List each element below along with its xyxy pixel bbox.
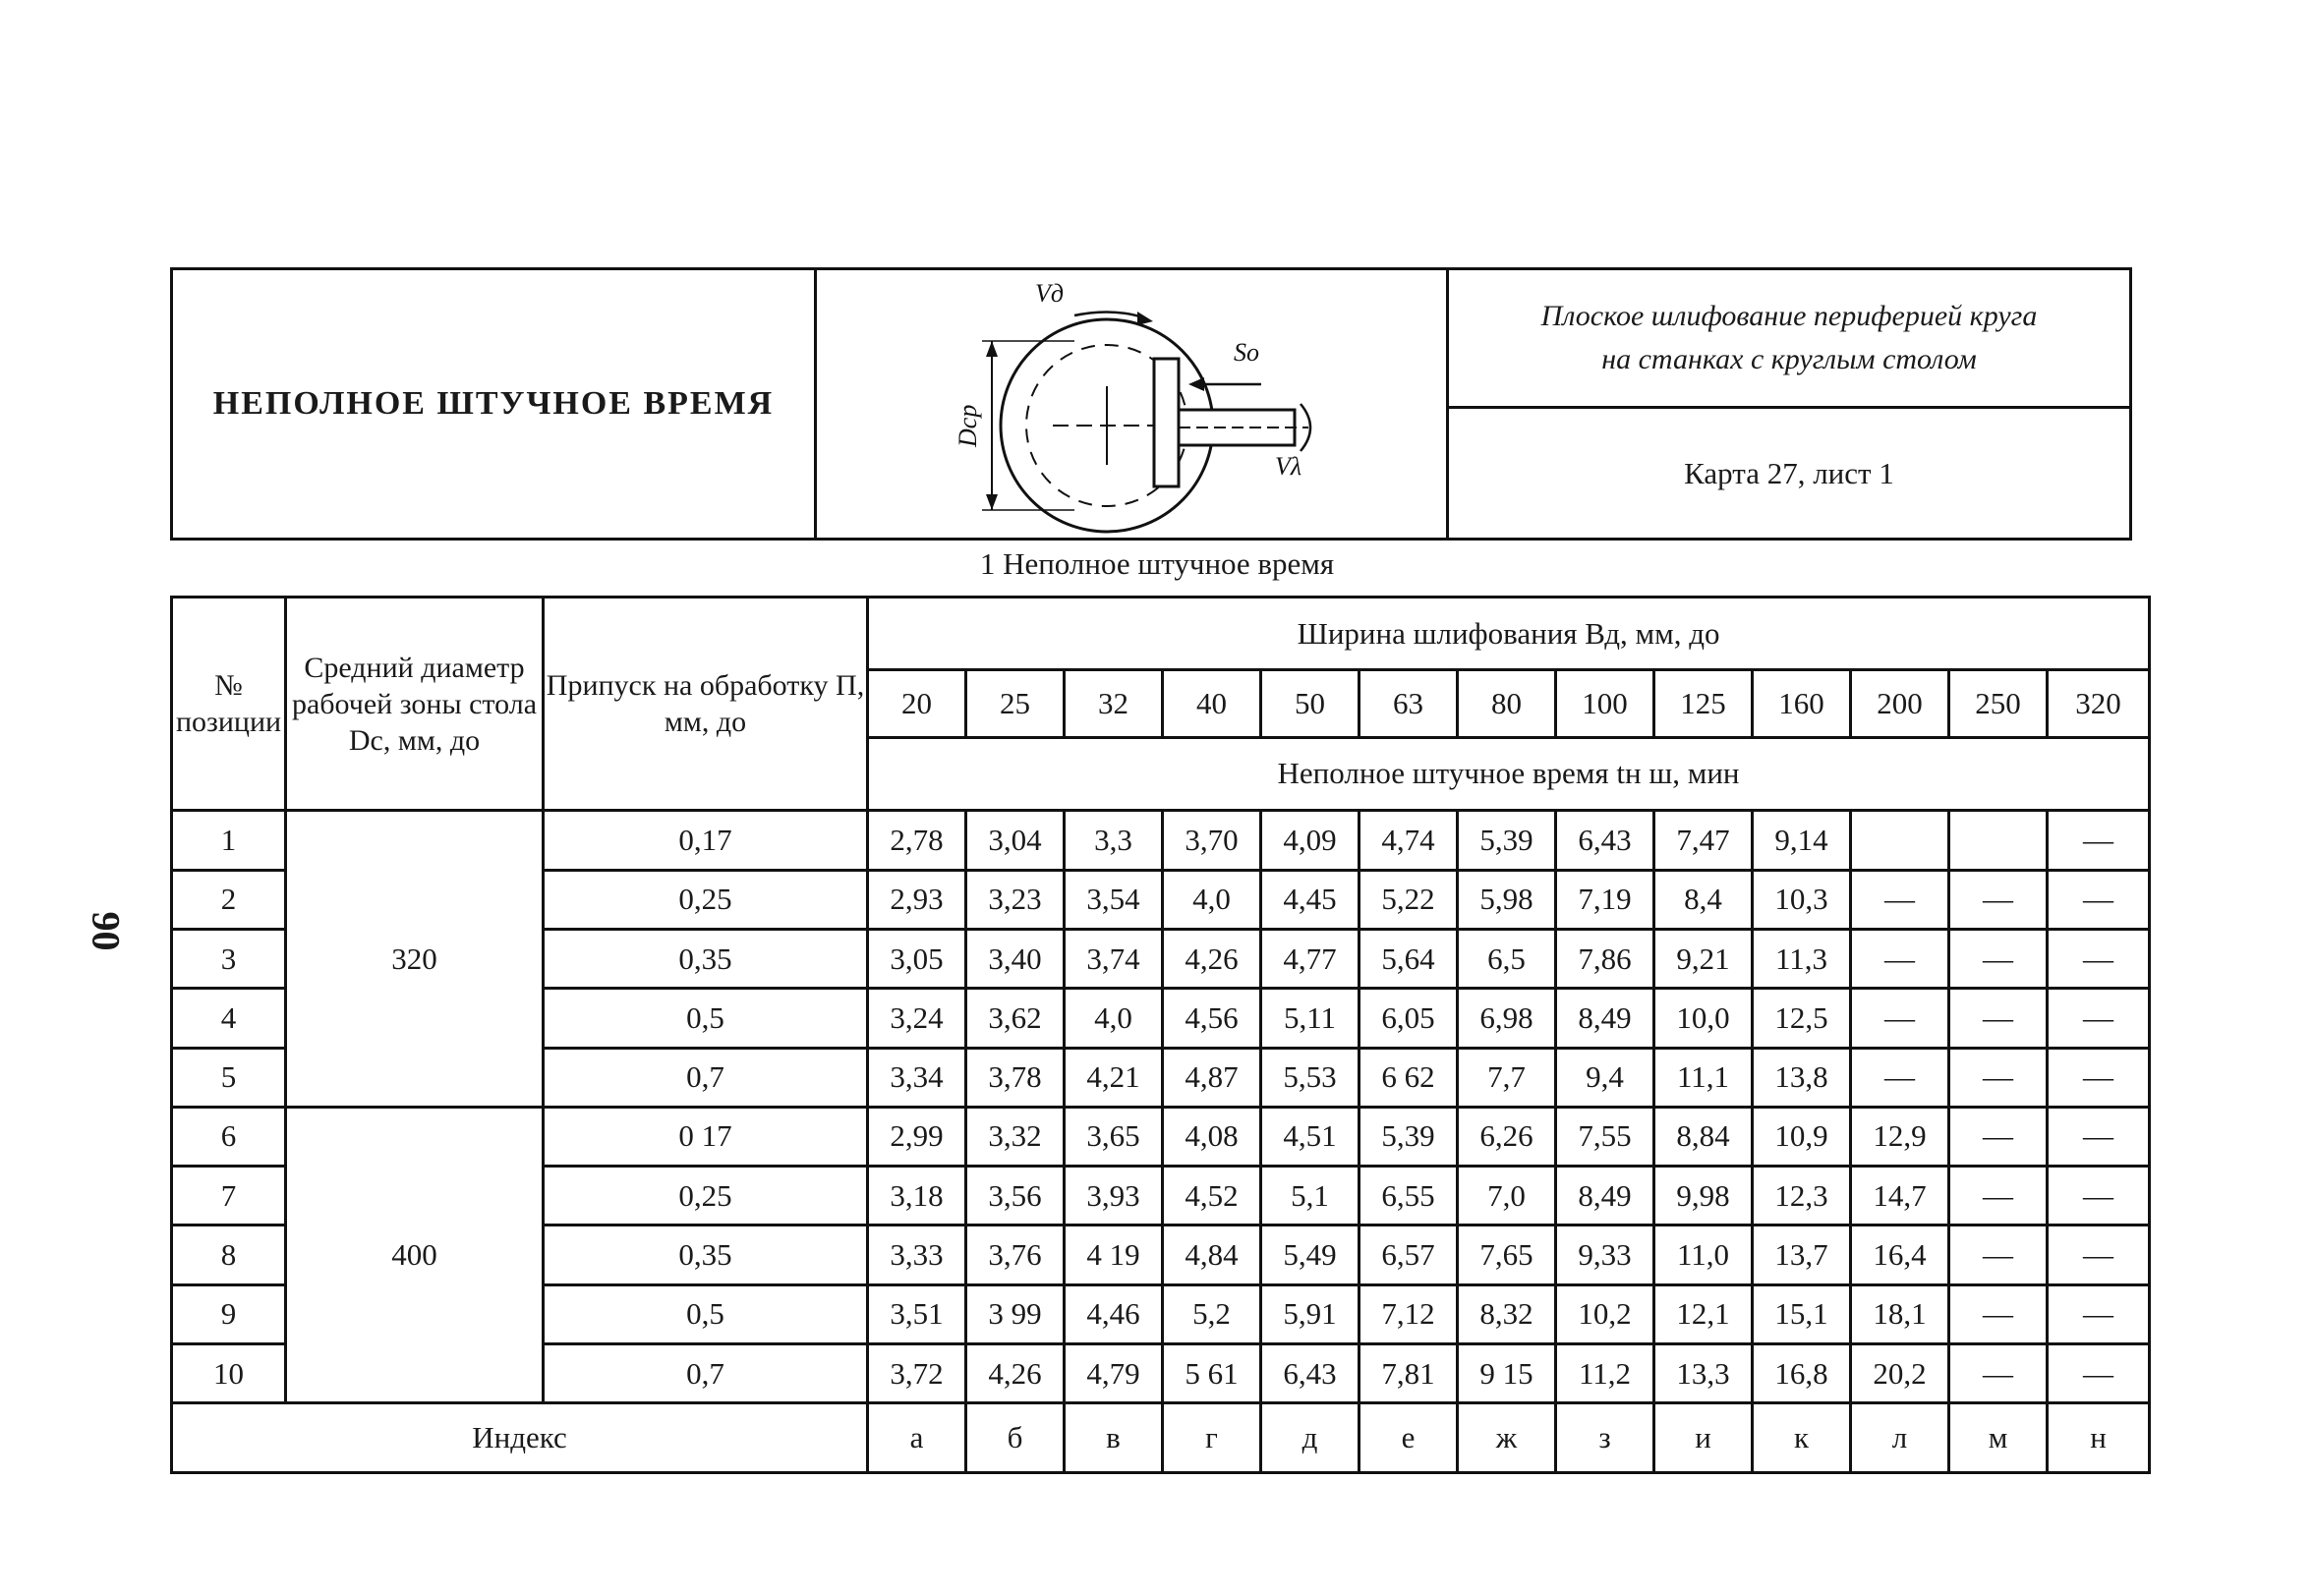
allowance-cell: 0,5 xyxy=(544,1284,868,1343)
time-value-cell: 13,7 xyxy=(1753,1226,1851,1284)
card-header xyxy=(170,267,2132,541)
allowance-cell: 0,35 xyxy=(544,929,868,988)
position-cell: 1 xyxy=(172,811,286,870)
time-value-cell: 6 62 xyxy=(1359,1048,1458,1107)
col-header-time-group: Неполное штучное время tн ш, мин xyxy=(868,737,2150,810)
index-letter-cell: к xyxy=(1753,1403,1851,1473)
index-letter-cell: и xyxy=(1654,1403,1753,1473)
col-header-position: № позиции xyxy=(172,598,286,811)
index-letter-cell: г xyxy=(1163,1403,1261,1473)
time-table xyxy=(170,596,2151,1474)
position-cell: 6 xyxy=(172,1107,286,1166)
time-value-cell: 3,40 xyxy=(966,929,1065,988)
index-letter-cell: д xyxy=(1261,1403,1359,1473)
time-value-cell: 3,34 xyxy=(868,1048,966,1107)
time-value-cell: 4,46 xyxy=(1065,1284,1163,1343)
time-value-cell: 3,51 xyxy=(868,1284,966,1343)
allowance-cell: 0,35 xyxy=(544,1226,868,1284)
time-value-cell: 3,04 xyxy=(966,811,1065,870)
time-value-cell: 7,81 xyxy=(1359,1344,1458,1403)
time-value-cell: 5,22 xyxy=(1359,870,1458,929)
time-value-cell: 12,9 xyxy=(1851,1107,1949,1166)
time-value-cell: 10,9 xyxy=(1753,1107,1851,1166)
time-value-cell: 5,91 xyxy=(1261,1284,1359,1343)
diameter-cell: 320 xyxy=(286,811,544,1108)
position-cell: 9 xyxy=(172,1284,286,1343)
index-letter-cell: в xyxy=(1065,1403,1163,1473)
time-value-cell: — xyxy=(2048,1284,2150,1343)
operation-block xyxy=(1449,270,2129,538)
time-value-cell: 5,1 xyxy=(1261,1167,1359,1226)
allowance-cell: 0,25 xyxy=(544,870,868,929)
operation-line-2: на станках с круглым столом xyxy=(1601,343,1977,375)
time-value-cell: 4,52 xyxy=(1163,1167,1261,1226)
time-value-cell: 2,93 xyxy=(868,870,966,929)
time-value-cell: 15,1 xyxy=(1753,1284,1851,1343)
grinding-schematic-icon xyxy=(817,270,1446,538)
time-value-cell: — xyxy=(1949,1344,2048,1403)
time-value-cell: 9,33 xyxy=(1556,1226,1654,1284)
time-value-cell: 7,12 xyxy=(1359,1284,1458,1343)
time-value-cell: 3,65 xyxy=(1065,1107,1163,1166)
label-dc: Dср xyxy=(954,404,982,447)
time-value-cell: 3,18 xyxy=(868,1167,966,1226)
time-value-cell: 9 15 xyxy=(1458,1344,1556,1403)
time-value-cell: 13,3 xyxy=(1654,1344,1753,1403)
time-value-cell: 3,93 xyxy=(1065,1167,1163,1226)
index-row xyxy=(172,1403,2150,1473)
table-row xyxy=(172,811,2150,870)
time-value-cell: 6,55 xyxy=(1359,1167,1458,1226)
time-value-cell: 8,32 xyxy=(1458,1284,1556,1343)
col-header-width-group: Ширина шлифования Вд, мм, до xyxy=(868,598,2150,670)
width-header-cell: 40 xyxy=(1163,670,1261,737)
allowance-cell: 0,25 xyxy=(544,1167,868,1226)
allowance-cell: 0,7 xyxy=(544,1048,868,1107)
index-label: Индекс xyxy=(172,1403,868,1473)
position-cell: 4 xyxy=(172,989,286,1048)
width-header-cell: 100 xyxy=(1556,670,1654,737)
time-value-cell: — xyxy=(1949,989,2048,1048)
position-cell: 10 xyxy=(172,1344,286,1403)
table-row xyxy=(172,1107,2150,1166)
time-value-cell: 7,47 xyxy=(1654,811,1753,870)
width-header-cell: 32 xyxy=(1065,670,1163,737)
time-value-cell: 4,26 xyxy=(1163,929,1261,988)
index-letter-cell: л xyxy=(1851,1403,1949,1473)
index-letter-cell: н xyxy=(2048,1403,2150,1473)
time-value-cell: 5,11 xyxy=(1261,989,1359,1048)
time-value-cell: 6,43 xyxy=(1261,1344,1359,1403)
time-value-cell: 6,98 xyxy=(1458,989,1556,1048)
time-value-cell: 8,84 xyxy=(1654,1107,1753,1166)
time-value-cell xyxy=(1851,811,1949,870)
page-number: 90 xyxy=(84,911,129,951)
card-number: Карта 27, лист 1 xyxy=(1684,455,1894,490)
time-value-cell: 5 61 xyxy=(1163,1344,1261,1403)
position-cell: 7 xyxy=(172,1167,286,1226)
time-value-cell: — xyxy=(1851,929,1949,988)
time-value-cell: 4,74 xyxy=(1359,811,1458,870)
time-value-cell: — xyxy=(2048,929,2150,988)
label-vd: Vд xyxy=(1035,279,1065,308)
time-value-cell: 3,24 xyxy=(868,989,966,1048)
time-value-cell xyxy=(1949,811,2048,870)
position-cell: 5 xyxy=(172,1048,286,1107)
width-header-cell: 25 xyxy=(966,670,1065,737)
time-value-cell: 5,39 xyxy=(1458,811,1556,870)
time-value-cell: 4 19 xyxy=(1065,1226,1163,1284)
time-value-cell: 3,70 xyxy=(1163,811,1261,870)
time-value-cell: 3,78 xyxy=(966,1048,1065,1107)
time-value-cell: 3,33 xyxy=(868,1226,966,1284)
time-value-cell: 7,55 xyxy=(1556,1107,1654,1166)
width-header-cell: 160 xyxy=(1753,670,1851,737)
index-letter-cell: б xyxy=(966,1403,1065,1473)
time-value-cell: — xyxy=(1949,1284,2048,1343)
time-value-cell: — xyxy=(1851,989,1949,1048)
time-value-cell: 3 99 xyxy=(966,1284,1065,1343)
width-header-cell: 80 xyxy=(1458,670,1556,737)
time-value-cell: 5,49 xyxy=(1261,1226,1359,1284)
col-header-allowance: Припуск на обработку П, мм, до xyxy=(544,598,868,811)
time-value-cell: 11,3 xyxy=(1753,929,1851,988)
allowance-cell: 0,7 xyxy=(544,1344,868,1403)
width-header-cell: 250 xyxy=(1949,670,2048,737)
allowance-cell: 0 17 xyxy=(544,1107,868,1166)
time-value-cell: 4,0 xyxy=(1163,870,1261,929)
time-value-cell: 7,0 xyxy=(1458,1167,1556,1226)
time-value-cell: 8,49 xyxy=(1556,1167,1654,1226)
width-header-cell: 50 xyxy=(1261,670,1359,737)
time-value-cell: 7,7 xyxy=(1458,1048,1556,1107)
time-value-cell: 4,45 xyxy=(1261,870,1359,929)
time-value-cell: — xyxy=(1851,1048,1949,1107)
time-value-cell: 4,77 xyxy=(1261,929,1359,988)
time-value-cell: 6,05 xyxy=(1359,989,1458,1048)
time-value-cell: 4,0 xyxy=(1065,989,1163,1048)
time-value-cell: — xyxy=(2048,989,2150,1048)
time-value-cell: 9,98 xyxy=(1654,1167,1753,1226)
time-value-cell: 3,76 xyxy=(966,1226,1065,1284)
time-value-cell: 5,2 xyxy=(1163,1284,1261,1343)
time-value-cell: 5,39 xyxy=(1359,1107,1458,1166)
time-value-cell: 4,87 xyxy=(1163,1048,1261,1107)
time-value-cell: 7,86 xyxy=(1556,929,1654,988)
time-value-cell: 11,1 xyxy=(1654,1048,1753,1107)
time-value-cell: 12,5 xyxy=(1753,989,1851,1048)
time-value-cell: 4,79 xyxy=(1065,1344,1163,1403)
time-value-cell: 5,64 xyxy=(1359,929,1458,988)
time-value-cell: — xyxy=(2048,1167,2150,1226)
time-value-cell: 10,0 xyxy=(1654,989,1753,1048)
time-value-cell: — xyxy=(1949,1048,2048,1107)
time-value-cell: 16,4 xyxy=(1851,1226,1949,1284)
card-title: НЕПОЛНОЕ ШТУЧНОЕ ВРЕМЯ xyxy=(173,270,817,538)
time-value-cell: 4,21 xyxy=(1065,1048,1163,1107)
index-letter-cell: м xyxy=(1949,1403,2048,1473)
time-value-cell: — xyxy=(2048,811,2150,870)
time-value-cell: 2,99 xyxy=(868,1107,966,1166)
time-value-cell: 7,65 xyxy=(1458,1226,1556,1284)
time-value-cell: 12,3 xyxy=(1753,1167,1851,1226)
time-value-cell: — xyxy=(1851,870,1949,929)
allowance-cell: 0,17 xyxy=(544,811,868,870)
time-value-cell: 2,78 xyxy=(868,811,966,870)
time-value-cell: 4,26 xyxy=(966,1344,1065,1403)
time-value-cell: — xyxy=(2048,1226,2150,1284)
operation-line-1: Плоское шлифование периферией круга xyxy=(1540,300,2038,332)
position-cell: 8 xyxy=(172,1226,286,1284)
allowance-cell: 0,5 xyxy=(544,989,868,1048)
time-value-cell: — xyxy=(2048,1107,2150,1166)
time-value-cell: 8,4 xyxy=(1654,870,1753,929)
width-header-cell: 20 xyxy=(868,670,966,737)
grinding-diagram xyxy=(817,270,1449,538)
time-value-cell: 14,7 xyxy=(1851,1167,1949,1226)
position-cell: 2 xyxy=(172,870,286,929)
time-value-cell: 4,09 xyxy=(1261,811,1359,870)
time-value-cell: 18,1 xyxy=(1851,1284,1949,1343)
time-value-cell: 9,4 xyxy=(1556,1048,1654,1107)
time-value-cell: 3,05 xyxy=(868,929,966,988)
time-value-cell: 9,21 xyxy=(1654,929,1753,988)
label-va: Vλ xyxy=(1275,452,1302,481)
time-value-cell: 20,2 xyxy=(1851,1344,1949,1403)
width-header-cell: 125 xyxy=(1654,670,1753,737)
time-value-cell: 11,2 xyxy=(1556,1344,1654,1403)
index-letter-cell: а xyxy=(868,1403,966,1473)
time-value-cell: 6,43 xyxy=(1556,811,1654,870)
time-value-cell: — xyxy=(1949,1226,2048,1284)
time-value-cell: 3,72 xyxy=(868,1344,966,1403)
time-value-cell: 4,84 xyxy=(1163,1226,1261,1284)
diameter-cell: 400 xyxy=(286,1107,544,1403)
time-value-cell: 11,0 xyxy=(1654,1226,1753,1284)
time-value-cell: — xyxy=(1949,1107,2048,1166)
time-value-cell: 5,53 xyxy=(1261,1048,1359,1107)
time-value-cell: 3,3 xyxy=(1065,811,1163,870)
time-value-cell: 4,56 xyxy=(1163,989,1261,1048)
time-value-cell: 6,26 xyxy=(1458,1107,1556,1166)
time-value-cell: 10,2 xyxy=(1556,1284,1654,1343)
col-header-diameter: Средний диаметр рабочей зоны стола Dc, мм, до xyxy=(286,598,544,811)
time-value-cell: — xyxy=(2048,1048,2150,1107)
time-value-cell: 3,62 xyxy=(966,989,1065,1048)
time-value-cell: 8,49 xyxy=(1556,989,1654,1048)
width-header-cell: 320 xyxy=(2048,670,2150,737)
time-value-cell: — xyxy=(2048,1344,2150,1403)
time-value-cell: 13,8 xyxy=(1753,1048,1851,1107)
time-value-cell: 9,14 xyxy=(1753,811,1851,870)
position-cell: 3 xyxy=(172,929,286,988)
time-value-cell: 4,51 xyxy=(1261,1107,1359,1166)
width-header-cell: 63 xyxy=(1359,670,1458,737)
time-value-cell: 6,5 xyxy=(1458,929,1556,988)
time-value-cell: 3,56 xyxy=(966,1167,1065,1226)
time-value-cell: 7,19 xyxy=(1556,870,1654,929)
time-value-cell: 3,23 xyxy=(966,870,1065,929)
index-letter-cell: е xyxy=(1359,1403,1458,1473)
time-value-cell: — xyxy=(2048,870,2150,929)
width-header-cell: 200 xyxy=(1851,670,1949,737)
time-value-cell: 5,98 xyxy=(1458,870,1556,929)
time-value-cell: 3,74 xyxy=(1065,929,1163,988)
time-value-cell: 4,08 xyxy=(1163,1107,1261,1166)
time-value-cell: 3,54 xyxy=(1065,870,1163,929)
index-letter-cell: з xyxy=(1556,1403,1654,1473)
time-value-cell: — xyxy=(1949,929,2048,988)
time-value-cell: — xyxy=(1949,870,2048,929)
operation-name xyxy=(1449,270,2129,409)
time-value-cell: 12,1 xyxy=(1654,1284,1753,1343)
time-value-cell: — xyxy=(1949,1167,2048,1226)
time-value-cell: 3,32 xyxy=(966,1107,1065,1166)
time-value-cell: 10,3 xyxy=(1753,870,1851,929)
index-letter-cell: ж xyxy=(1458,1403,1556,1473)
time-value-cell: 16,8 xyxy=(1753,1344,1851,1403)
table-caption: 1 Неполное штучное время xyxy=(979,546,1335,581)
time-value-cell: 6,57 xyxy=(1359,1226,1458,1284)
label-so: Sо xyxy=(1234,338,1259,367)
